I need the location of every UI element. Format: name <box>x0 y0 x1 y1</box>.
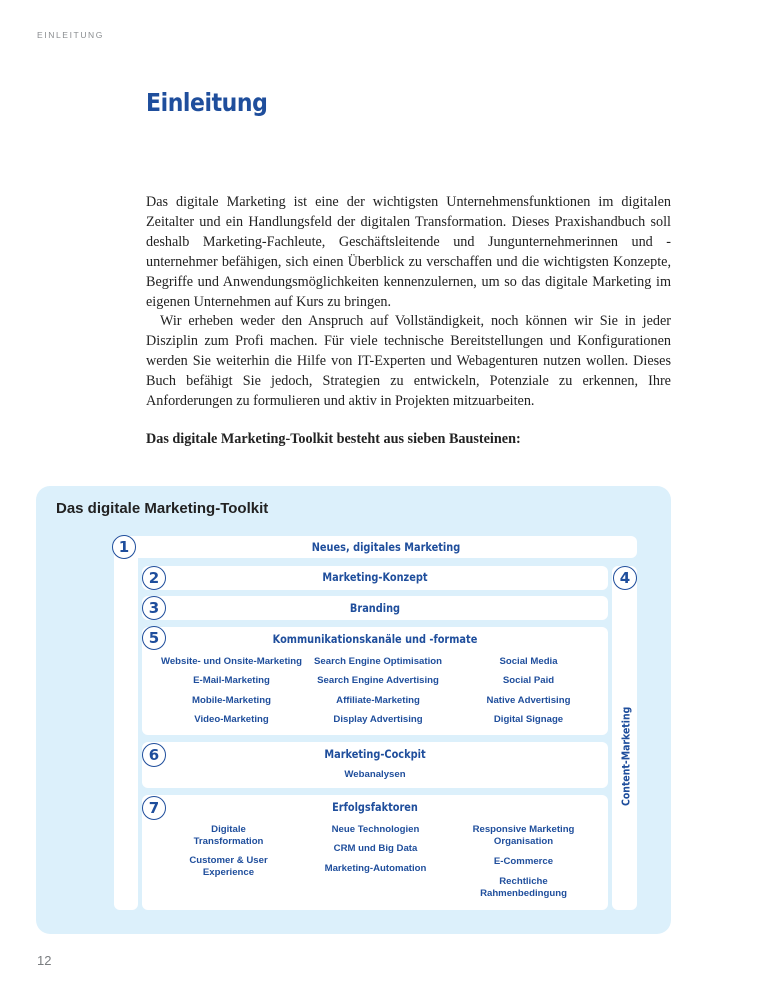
block-1-left-column <box>114 536 138 910</box>
block-5-item: Affiliate-Marketing <box>336 695 420 706</box>
lead-in: Das digitale Marketing-Toolkit besteht aus sieben Bausteinen: <box>146 431 521 447</box>
block-5-item: Digital Signage <box>493 714 564 725</box>
paragraph-1: Das digitale Marketing ist eine der wichtigsten Unternehmensfunktionen im digitalen Zeitalter und ein Handlungsfeld der digitalen Transformation. Dieses Praxishandbuch soll deshalb Marketing-Fachleute, Geschäftsleitende und Jungunternehmerinnen und -unternehmer befähigen, sich einen Überblick zu verschaffen und die wichtigsten Konzepte, Begriffe und Anwendungsmöglichkeiten kennenzulernen, um so das digitale Marketing im eigenen Unternehmen auf Kurs zu bringen. <box>146 194 671 310</box>
block-5-item: Mobile-Marketing <box>192 695 271 706</box>
block-5-item: Social Media <box>499 656 558 667</box>
toolkit-title: Das digitale Marketing-Toolkit <box>56 500 269 517</box>
block-7-item: Customer & User Experience <box>189 855 268 878</box>
block-5-item: E-Mail-Marketing <box>193 675 270 686</box>
body-text <box>146 193 671 412</box>
block-5-title: Kommunikationskanäle und -formate <box>272 632 478 646</box>
block-5-item: Video-Marketing <box>194 714 269 725</box>
block-7-title: Erfolgsfaktoren <box>332 800 418 814</box>
block-7-item: Rechtliche Rahmenbedingung <box>480 876 567 899</box>
chapter-title: Einleitung <box>146 88 268 117</box>
block-7-item: Marketing-Automation <box>324 863 427 874</box>
toolkit-diagram <box>36 486 671 934</box>
block-5-number-icon: 5 <box>142 626 166 650</box>
block-5-item: Native Advertising <box>486 695 571 706</box>
block-6-subtitle: Webanalysen <box>344 769 406 780</box>
block-5-item: Website- und Onsite-Marketing <box>160 656 303 667</box>
block-1-title: Neues, digitales Marketing <box>311 540 461 554</box>
block-2-number-icon: 2 <box>142 566 166 590</box>
block-7-number-icon: 7 <box>142 796 166 820</box>
paragraph-2: Wir erheben weder den Anspruch auf Vollständigkeit, noch können wir Sie in jeder Disziplin zum Profi machen. Für viele technische Bereitstellungen und Konfigurationen werden Sie weiterhin die Hilfe von IT-Experten und Webagenturen nutzen wollen. Dieses Buch befähigt Sie jedoch, Strategien zu entwickeln, Potenziale zu erkennen, Ihre Anforderungen zu formulieren und aktiv in Projekten mitzuarbeiten. <box>146 313 671 410</box>
block-5-item: Display Advertising <box>333 714 423 725</box>
block-5-item: Social Paid <box>502 675 555 686</box>
block-6-title: Marketing-Cockpit <box>324 747 426 761</box>
block-7-item: Neue Technologien <box>331 824 420 835</box>
block-1-number-icon: 1 <box>112 535 136 559</box>
block-3-number-icon: 3 <box>142 596 166 620</box>
block-7-item: Responsive Marketing Organisation <box>472 824 575 847</box>
block-3-title: Branding <box>349 601 401 615</box>
block-4-number-icon: 4 <box>613 566 637 590</box>
block-5-item: Search Engine Optimisation <box>314 656 442 667</box>
block-7-item: CRM und Big Data <box>333 843 418 854</box>
block-7-item: E-Commerce <box>493 856 554 867</box>
page-number: 12 <box>37 953 52 968</box>
block-6-number-icon: 6 <box>142 743 166 767</box>
running-head: EINLEITUNG <box>37 30 105 40</box>
block-4-title: Content-Marketing <box>619 706 633 806</box>
block-2-title: Marketing-Konzept <box>322 570 428 584</box>
block-7-item: Digitale Transformation <box>193 824 264 847</box>
block-5-item: Search Engine Advertising <box>317 675 439 686</box>
